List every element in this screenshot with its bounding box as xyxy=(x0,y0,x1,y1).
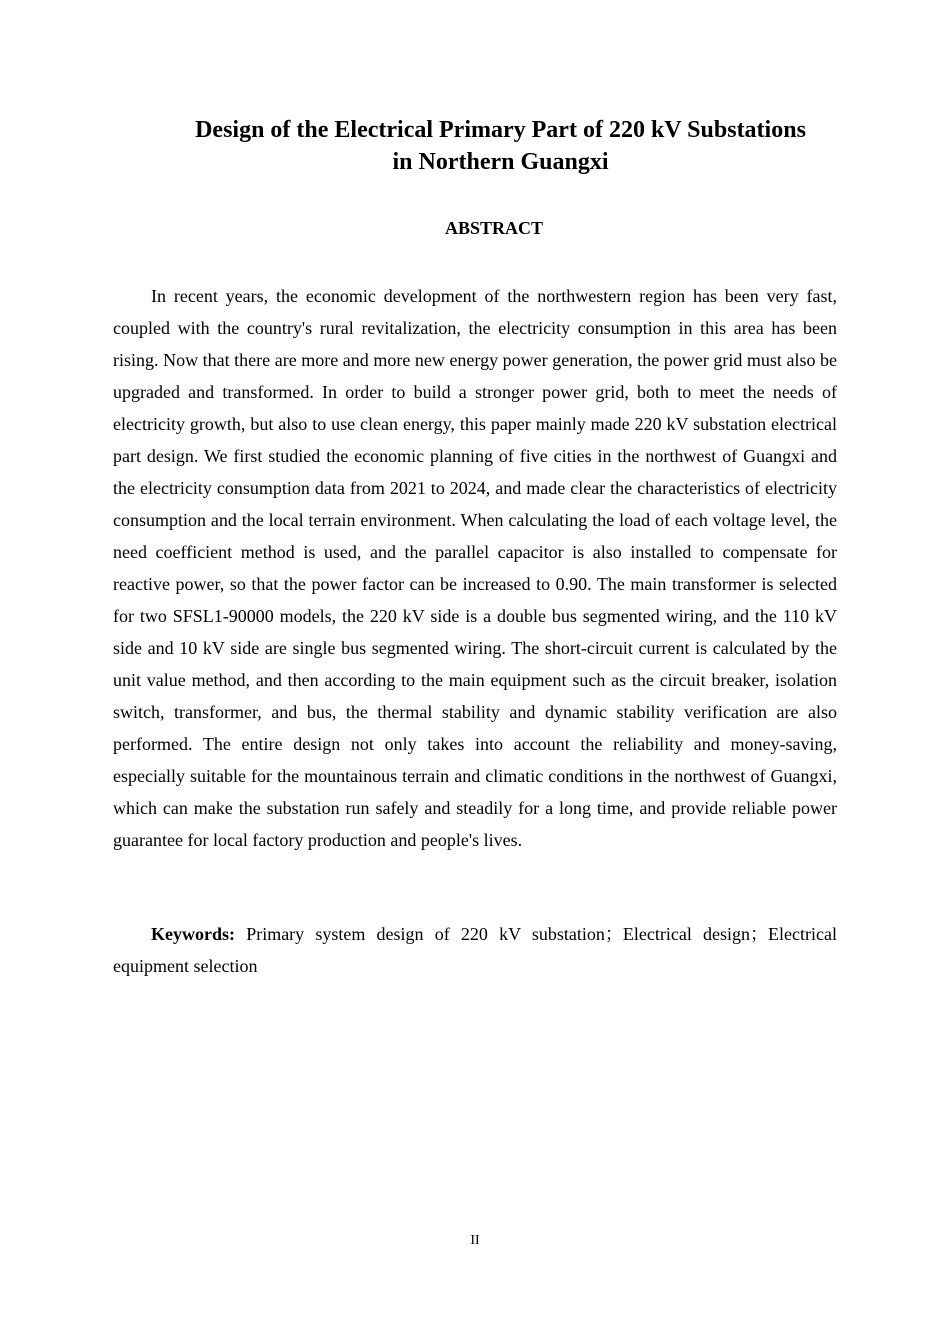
paper-title-line-1: Design of the Electrical Primary Part of 220 kV Substations xyxy=(195,117,806,143)
abstract-body: In recent years, the economic development of the northwestern region has been very fast, coupled with the country's rural revitalization, the electricity consumption in this area has been rising. Now that there are more and more new energy power generation, the power grid must also be upgraded and transformed. In order to build a stronger power grid, both to meet the needs of electricity growth, but also to use clean energy, this paper mainly made 220 kV substation electrical part design. We first studied the economic planning of five cities in the northwest of Guangxi and the electricity consumption data from 2021 to 2024, and made clear the characteristics of electricity consumption and the local terrain environment. When calculating the load of each voltage level, the need coefficient method is used, and the parallel capacitor is also installed to compensate for reactive power, so that the power factor can be increased to 0.90. The main transformer is selected for two SFSL1-90000 models, the 220 kV side is a double bus segmented wiring, and the 110 kV side and 10 kV side are single bus segmented wiring. The short-circuit current is calculated by the unit value method, and then according to the main equipment such as the circuit breaker, isolation switch, transformer, and bus, the thermal stability and dynamic stability verification are also performed. The entire design not only takes into account the reliability and money-saving, especially suitable for the mountainous terrain and climatic conditions in the northwest of Guangxi, which can make the substation run safely and steadily for a long time, and provide reliable power guarantee for local factory production and people's lives. xyxy=(113,286,837,850)
page-number: II xyxy=(470,1233,480,1248)
paper-title-line-2: in Northern Guangxi xyxy=(392,149,609,175)
keywords-text: Primary system design of 220 kV substation；Electrical design；Electrical equipment selection xyxy=(113,924,837,976)
keywords-label: Keywords: xyxy=(151,924,235,944)
abstract-heading: ABSTRACT xyxy=(444,218,544,238)
paper-title xyxy=(113,114,888,178)
keywords-paragraph xyxy=(113,918,837,982)
